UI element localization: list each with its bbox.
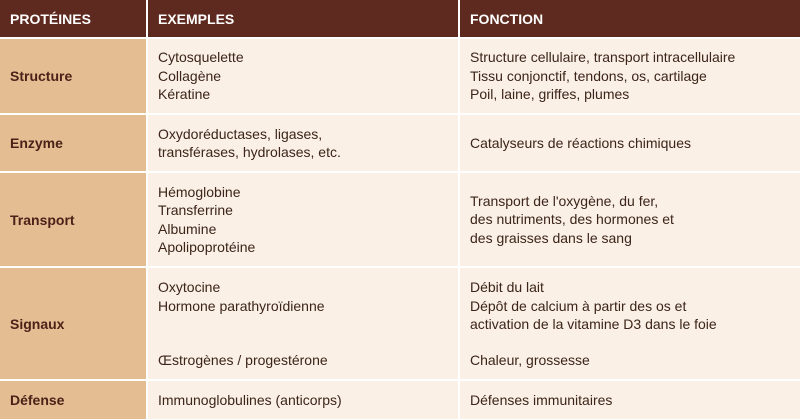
example-line: Oxydoréductases, ligases,	[158, 125, 323, 142]
function-line: Catalyseurs de réactions chimiques	[470, 134, 691, 151]
example-line: Hormone parathyroïdienne	[158, 297, 325, 314]
examples-transport	[148, 173, 458, 266]
example-line: Apolipoprotéine	[158, 239, 256, 255]
header-fonction: FONCTION	[460, 0, 800, 37]
example-line: Kératine	[158, 86, 211, 103]
header-exemples: EXEMPLES	[148, 0, 458, 37]
function-signaux-bottom	[470, 351, 800, 370]
function-line: Tissu conjonctif, tendons, os, cartilage	[470, 67, 707, 84]
function-signaux	[460, 268, 800, 379]
examples-signaux	[148, 268, 458, 379]
function-line: Transport de l'oxygène, du fer,	[470, 192, 659, 209]
examples-defense	[148, 381, 458, 419]
example-line: transférases, hydrolases, etc.	[158, 144, 341, 160]
category-defense: Défense	[0, 381, 146, 419]
function-line: des nutriments, des hormones et	[470, 211, 674, 228]
function-line: Structure cellulaire, transport intracellulaire	[470, 49, 736, 66]
function-line: Poil, laine, griffes, plumes	[470, 86, 630, 103]
function-defense	[460, 381, 800, 419]
function-signaux-top	[470, 278, 800, 334]
example-line: Albumine	[158, 220, 217, 237]
example-line: Cytosquelette	[158, 49, 244, 66]
function-line: Dépôt de calcium à partir des os et	[470, 297, 687, 314]
function-line: Débit du lait	[470, 279, 544, 295]
function-structure	[460, 39, 800, 113]
function-line: activation de la vitamine D3 dans le foie	[470, 316, 717, 332]
examples-structure	[148, 39, 458, 113]
function-line: Chaleur, grossesse	[470, 351, 590, 368]
function-enzyme	[460, 115, 800, 171]
category-transport: Transport	[0, 173, 146, 266]
function-line: Défenses immunitaires	[470, 391, 613, 408]
example-line: Transferrine	[158, 202, 233, 218]
examples-signaux-top	[158, 278, 458, 315]
example-line: Hémoglobine	[158, 183, 241, 200]
examples-signaux-bottom	[158, 351, 458, 370]
header-proteines: PROTÉINES	[0, 0, 146, 37]
example-line: Collagène	[158, 67, 222, 84]
category-signaux: Signaux	[0, 268, 146, 379]
category-structure: Structure	[0, 39, 146, 113]
category-enzyme: Enzyme	[0, 115, 146, 171]
example-line: Immunoglobulines (anticorps)	[158, 391, 342, 408]
function-line: des graisses dans le sang	[470, 229, 632, 246]
examples-enzyme	[148, 115, 458, 171]
example-line: Oxytocine	[158, 279, 221, 295]
example-line: Œstrogènes / progestérone	[158, 351, 328, 368]
function-transport	[460, 173, 800, 266]
